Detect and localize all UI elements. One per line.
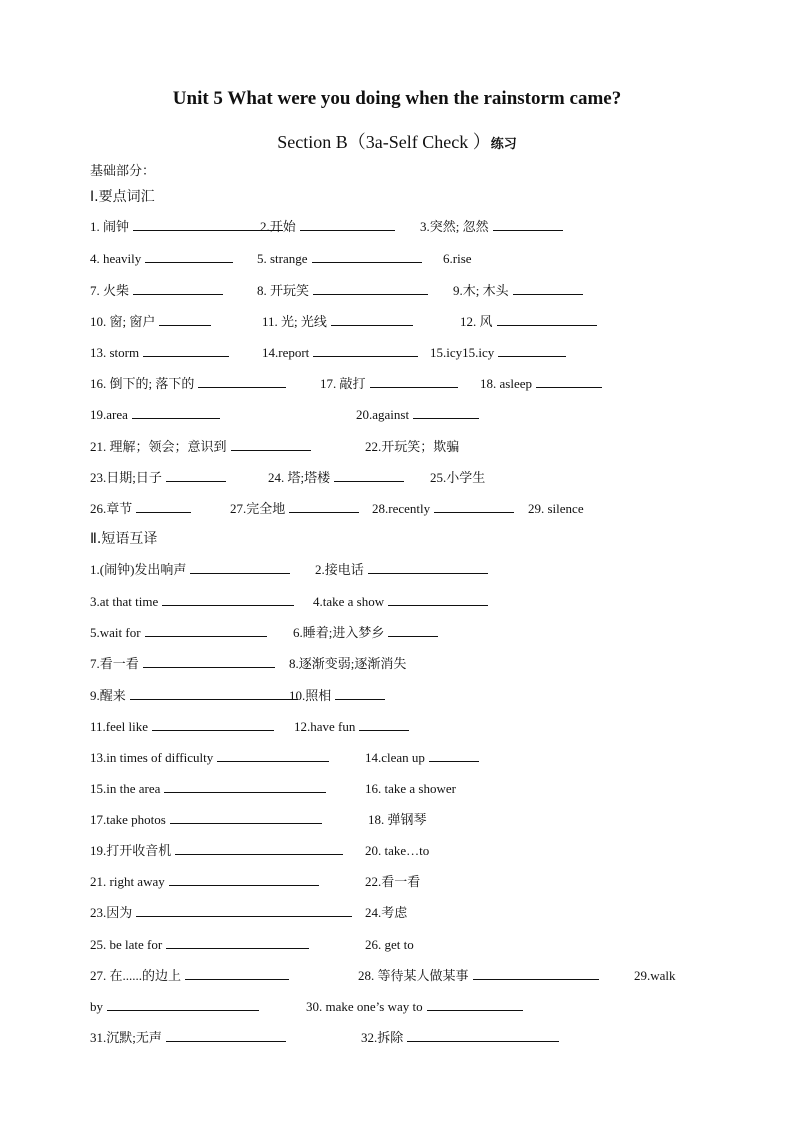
vocab-item — [268, 467, 404, 489]
vocab-item — [443, 248, 472, 270]
phrase-item-label: 14.clean up — [365, 750, 425, 765]
answer-blank[interactable] — [493, 216, 563, 231]
phrase-item-label: by — [90, 999, 103, 1014]
answer-blank[interactable] — [185, 965, 289, 980]
vocab-item-label: 22.开玩笑；欺骗 — [365, 439, 460, 454]
vocab-item — [90, 342, 229, 364]
answer-blank[interactable] — [334, 467, 404, 482]
answer-blank[interactable] — [429, 747, 479, 762]
vocab-item — [90, 404, 220, 426]
phrase-item-label: 7.看一看 — [90, 656, 139, 671]
phrase-item-label: 31.沉默;无声 — [90, 1030, 162, 1045]
phrase-item — [90, 809, 322, 831]
answer-blank[interactable] — [370, 373, 458, 388]
phrase-item — [90, 716, 274, 738]
vocab-item — [420, 216, 563, 238]
answer-blank[interactable] — [413, 404, 479, 419]
phrase-item-label: 25. be late for — [90, 937, 163, 952]
vocab-item — [257, 280, 428, 302]
answer-blank[interactable] — [130, 685, 298, 700]
vocab-item-label: 16. 倒下的; 落下的 — [90, 376, 195, 391]
answer-blank[interactable] — [166, 934, 309, 949]
phrase-item-label: 16. take a shower — [365, 781, 456, 796]
vocab-item — [90, 373, 286, 395]
vocab-item — [90, 280, 223, 302]
answer-blank[interactable] — [388, 622, 438, 637]
vocab-item-label: 15.icy15.icy — [430, 345, 495, 360]
phrase-item — [90, 559, 290, 581]
vocab-item-label: 17. 敲打 — [320, 376, 366, 391]
section1-heading: Ⅰ.要点词汇 — [90, 189, 155, 205]
answer-blank[interactable] — [145, 622, 267, 637]
answer-blank[interactable] — [136, 498, 191, 513]
phrase-item-label: 19.打开收音机 — [90, 843, 172, 858]
phrase-item-label: 26. get to — [365, 937, 414, 952]
phrase-item-label: 27. 在......的边上 — [90, 968, 182, 983]
phrase-item — [634, 965, 676, 987]
phrase-item — [90, 1027, 286, 1049]
phrase-item — [365, 840, 429, 862]
phrase-item — [90, 965, 289, 987]
answer-blank[interactable] — [166, 1027, 286, 1042]
vocab-item-label: 24. 塔;塔楼 — [268, 470, 331, 485]
phrase-item — [365, 871, 420, 893]
vocab-item-label: 3.突然; 忽然 — [420, 219, 489, 234]
vocab-item — [257, 248, 422, 270]
answer-blank[interactable] — [313, 280, 428, 295]
phrase-item — [365, 902, 407, 924]
vocab-item-label: 20.against — [356, 407, 410, 422]
phrase-item-label: 20. take…to — [365, 843, 430, 858]
vocab-item-label: 1. 闹钟 — [90, 219, 130, 234]
answer-blank[interactable] — [331, 311, 413, 326]
phrase-item — [90, 622, 267, 644]
answer-blank[interactable] — [190, 559, 290, 574]
vocab-item-label: 2.开始 — [260, 219, 296, 234]
answer-blank[interactable] — [166, 467, 226, 482]
phrase-item-label: 11.feel like — [90, 719, 148, 734]
vocab-item — [480, 373, 602, 395]
vocab-item-label: 27.完全地 — [230, 501, 286, 516]
answer-blank[interactable] — [217, 747, 329, 762]
vocab-item-label: 9.木; 木头 — [453, 283, 509, 298]
vocab-item-label: 7. 火柴 — [90, 283, 130, 298]
vocab-item-label: 25.小学生 — [430, 470, 486, 485]
phrase-item — [90, 902, 352, 924]
answer-blank[interactable] — [368, 559, 488, 574]
answer-blank[interactable] — [231, 436, 311, 451]
phrase-item-label: 15.in the area — [90, 781, 161, 796]
phrase-item — [90, 840, 343, 862]
vocab-item — [90, 216, 283, 238]
phrase-item — [90, 934, 309, 956]
answer-blank[interactable] — [313, 342, 418, 357]
vocab-item — [230, 498, 359, 520]
phrase-item — [90, 778, 326, 800]
vocab-item — [372, 498, 514, 520]
answer-blank[interactable] — [497, 311, 597, 326]
vocab-item — [320, 373, 458, 395]
answer-blank[interactable] — [162, 591, 294, 606]
vocab-item — [528, 498, 584, 520]
answer-blank[interactable] — [133, 280, 223, 295]
phrase-item-label: 4.take a show — [313, 594, 385, 609]
basics-label: 基础部分： — [90, 164, 156, 179]
section2-heading: Ⅱ.短语互译 — [90, 531, 158, 547]
answer-blank[interactable] — [388, 591, 488, 606]
phrase-item — [90, 591, 294, 613]
phrase-item — [365, 778, 456, 800]
answer-blank[interactable] — [312, 248, 422, 263]
phrase-item — [90, 653, 275, 675]
vocab-item-label: 14.report — [262, 345, 310, 360]
phrase-item-label: 21. right away — [90, 874, 165, 889]
vocab-item — [430, 467, 485, 489]
vocab-item-label: 18. asleep — [480, 376, 532, 391]
answer-blank[interactable] — [145, 248, 233, 263]
phrase-item — [90, 747, 329, 769]
answer-blank[interactable] — [289, 498, 359, 513]
phrase-item-label: 29.walk — [634, 968, 676, 983]
phrase-item-label: 12.have fun — [294, 719, 356, 734]
phrase-item — [358, 965, 599, 987]
vocab-item — [365, 436, 459, 458]
vocab-item — [453, 280, 583, 302]
phrase-item — [306, 996, 523, 1018]
vocab-item — [90, 436, 311, 458]
phrase-item-label: 2.接电话 — [315, 562, 364, 577]
vocab-item-label: 23.日期;日子 — [90, 470, 162, 485]
vocab-item — [90, 248, 233, 270]
answer-blank[interactable] — [152, 716, 274, 731]
answer-blank[interactable] — [359, 716, 409, 731]
answer-blank[interactable] — [198, 373, 286, 388]
vocab-item-label: 5. strange — [257, 251, 308, 266]
answer-blank[interactable] — [300, 216, 395, 231]
answer-blank[interactable] — [536, 373, 602, 388]
phrase-item — [289, 685, 385, 707]
phrase-item-label: 5.wait for — [90, 625, 141, 640]
vocab-item-label: 8. 开玩笑 — [257, 283, 310, 298]
vocab-item-label: 4. heavily — [90, 251, 142, 266]
answer-blank[interactable] — [143, 342, 229, 357]
phrase-item — [90, 871, 319, 893]
phrase-item — [90, 685, 298, 707]
phrase-item-label: 30. make one’s way to — [306, 999, 423, 1014]
worksheet-subtitle — [0, 128, 794, 154]
phrase-item-label: 13.in times of difficulty — [90, 750, 214, 765]
vocab-item-label: 29. silence — [528, 501, 584, 516]
answer-blank[interactable] — [159, 311, 211, 326]
phrase-item — [313, 591, 488, 613]
phrase-item-label: 1.(闹钟)发出响声 — [90, 562, 187, 577]
phrase-item-label: 6.睡着;进入梦乡 — [293, 625, 385, 640]
vocab-item — [460, 311, 597, 333]
answer-blank[interactable] — [335, 685, 385, 700]
subtitle-main: Section B（3a-Self Check ） — [277, 132, 491, 152]
answer-blank[interactable] — [434, 498, 514, 513]
answer-blank[interactable] — [407, 1027, 559, 1042]
vocab-item-label: 19.area — [90, 407, 128, 422]
phrase-item — [293, 622, 438, 644]
phrase-item-label: 18. 弹钢琴 — [368, 812, 427, 827]
vocab-item — [262, 342, 418, 364]
phrase-item — [361, 1027, 559, 1049]
answer-blank[interactable] — [170, 809, 322, 824]
phrase-item — [294, 716, 409, 738]
vocab-item-label: 12. 风 — [460, 314, 493, 329]
vocab-item-label: 21. 理解；领会；意识到 — [90, 439, 227, 454]
answer-blank[interactable] — [473, 965, 599, 980]
phrase-item-label: 17.take photos — [90, 812, 166, 827]
vocab-item — [90, 467, 226, 489]
vocab-item-label: 28.recently — [372, 501, 431, 516]
phrase-item — [365, 747, 479, 769]
answer-blank[interactable] — [169, 871, 319, 886]
vocab-item-label: 6.rise — [443, 251, 472, 266]
vocab-item — [356, 404, 479, 426]
vocab-item-label: 10. 窗; 窗户 — [90, 314, 156, 329]
phrase-item-label: 28. 等待某人做某事 — [358, 968, 469, 983]
vocab-item — [90, 498, 191, 520]
vocab-item — [430, 342, 566, 364]
vocab-item-label: 11. 光; 光线 — [262, 314, 327, 329]
phrase-item-label: 3.at that time — [90, 594, 159, 609]
worksheet-title: Unit 5 What were you doing when the rainstorm came? — [172, 88, 622, 109]
answer-blank[interactable] — [107, 996, 259, 1011]
phrase-item — [315, 559, 488, 581]
subtitle-tail: 练习 — [490, 136, 517, 151]
phrase-item-label: 23.因为 — [90, 905, 133, 920]
answer-blank[interactable] — [175, 840, 343, 855]
answer-blank[interactable] — [132, 404, 220, 419]
phrase-item-label: 10.照相 — [289, 688, 332, 703]
phrase-item — [368, 809, 427, 831]
vocab-item-label: 13. storm — [90, 345, 140, 360]
phrase-item-label: 32.拆除 — [361, 1030, 404, 1045]
vocab-item — [262, 311, 413, 333]
vocab-item — [90, 311, 211, 333]
answer-blank[interactable] — [498, 342, 566, 357]
phrase-item-label: 22.看一看 — [365, 874, 421, 889]
phrase-item — [289, 653, 406, 675]
vocab-item — [260, 216, 395, 238]
vocab-item-label: 26.章节 — [90, 501, 133, 516]
answer-blank[interactable] — [164, 778, 326, 793]
phrase-item — [365, 934, 414, 956]
phrase-item-label: 8.逐渐变弱;逐渐消失 — [289, 656, 407, 671]
phrase-item-label: 24.考虑 — [365, 905, 408, 920]
answer-blank[interactable] — [427, 996, 523, 1011]
answer-blank[interactable] — [136, 902, 352, 917]
phrase-item — [90, 996, 259, 1018]
answer-blank[interactable] — [513, 280, 583, 295]
answer-blank[interactable] — [143, 653, 275, 668]
phrase-item-label: 9.醒来 — [90, 688, 126, 703]
